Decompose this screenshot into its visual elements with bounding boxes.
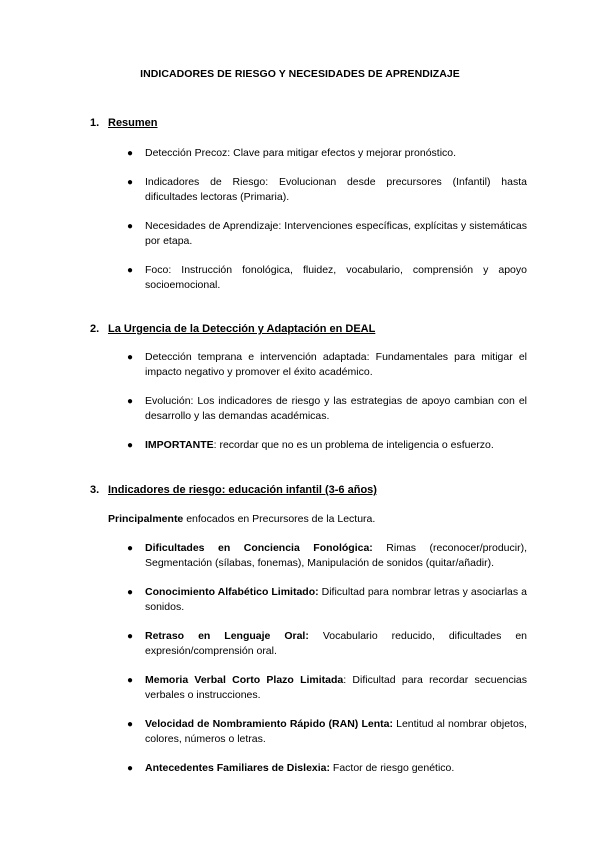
bullet-icon: ●: [127, 543, 134, 554]
document-title: INDICADORES DE RIESGO Y NECESIDADES DE APRENDIZAJE: [140, 68, 460, 80]
section-number: 1.: [90, 117, 100, 129]
section-3-list: [127, 541, 527, 790]
list-item: ● Dificultades en Conciencia Fonológica: Rimas (reconocer/producir), Segmentación (sílabas, fonemas), Manipulación de sonidos (quitar/añadir).: [127, 542, 528, 569]
bullet-icon: ●: [127, 148, 134, 159]
list-item: ● Evolución: Los indicadores de riesgo y las estrategias de apoyo cambian con el desarrollo y las demandas académicas.: [127, 395, 527, 422]
bullet-icon: ●: [127, 587, 134, 598]
section-heading-3: [90, 484, 377, 496]
bullet-icon: ●: [127, 265, 134, 276]
bullet-icon: ●: [127, 719, 134, 730]
bullet-icon: ●: [127, 440, 134, 451]
list-item: ● Antecedentes Familiares de Dislexia: Factor de riesgo genético.: [127, 762, 455, 774]
section-number: 3.: [90, 484, 100, 496]
section-title: La Urgencia de la Detección y Adaptación en DEAL: [108, 323, 376, 335]
section-title: Indicadores de riesgo: educación infantil (3-6 años): [108, 484, 377, 496]
bullet-icon: ●: [127, 631, 134, 642]
section-1-list: [127, 146, 527, 307]
list-item: ● Indicadores de Riesgo: Evolucionan desde precursores (Infantil) hasta dificultades lectoras (Primaria).: [127, 176, 527, 203]
list-item: ● Necesidades de Aprendizaje: Intervenciones específicas, explícitas y sistemáticas por etapa.: [127, 220, 527, 247]
bullet-icon: ●: [127, 352, 134, 363]
list-item: ● Retraso en Lenguaje Oral: Vocabulario reducido, dificultades en expresión/comprensión oral.: [127, 630, 528, 657]
list-item: ● Conocimiento Alfabético Limitado: Dificultad para nombrar letras y asociarlas a sonidos.: [127, 586, 527, 613]
list-item: ● Velocidad de Nombramiento Rápido (RAN) Lenta: Lentitud al nombrar objetos, colores, números o letras.: [127, 718, 527, 745]
bullet-icon: ●: [127, 221, 134, 232]
list-item: ● IMPORTANTE: recordar que no es un problema de inteligencia o esfuerzo.: [127, 439, 494, 451]
section-2-list: [127, 350, 527, 467]
list-item: ● Memoria Verbal Corto Plazo Limitada: Dificultad para recordar secuencias verbales o instrucciones.: [127, 674, 527, 701]
section-number: 2.: [90, 323, 100, 335]
list-item: ● Detección Precoz: Clave para mitigar efectos y mejorar pronóstico.: [127, 147, 457, 159]
bullet-icon: ●: [127, 763, 134, 774]
bullet-icon: ●: [127, 675, 134, 686]
section-3-intro: Principalmente enfocados en Precursores de la Lectura.: [108, 513, 376, 525]
list-item: ● Foco: Instrucción fonológica, fluidez, vocabulario, comprensión y apoyo socioemocional.: [127, 264, 527, 291]
bullet-icon: ●: [127, 396, 134, 407]
bullet-icon: ●: [127, 177, 134, 188]
section-title: Resumen: [108, 117, 158, 129]
section-heading-1: [90, 117, 158, 129]
section-heading-2: [90, 323, 375, 335]
list-item: ● Detección temprana e intervención adaptada: Fundamentales para mitigar el impacto negativo y promover el éxito académico.: [127, 351, 527, 378]
